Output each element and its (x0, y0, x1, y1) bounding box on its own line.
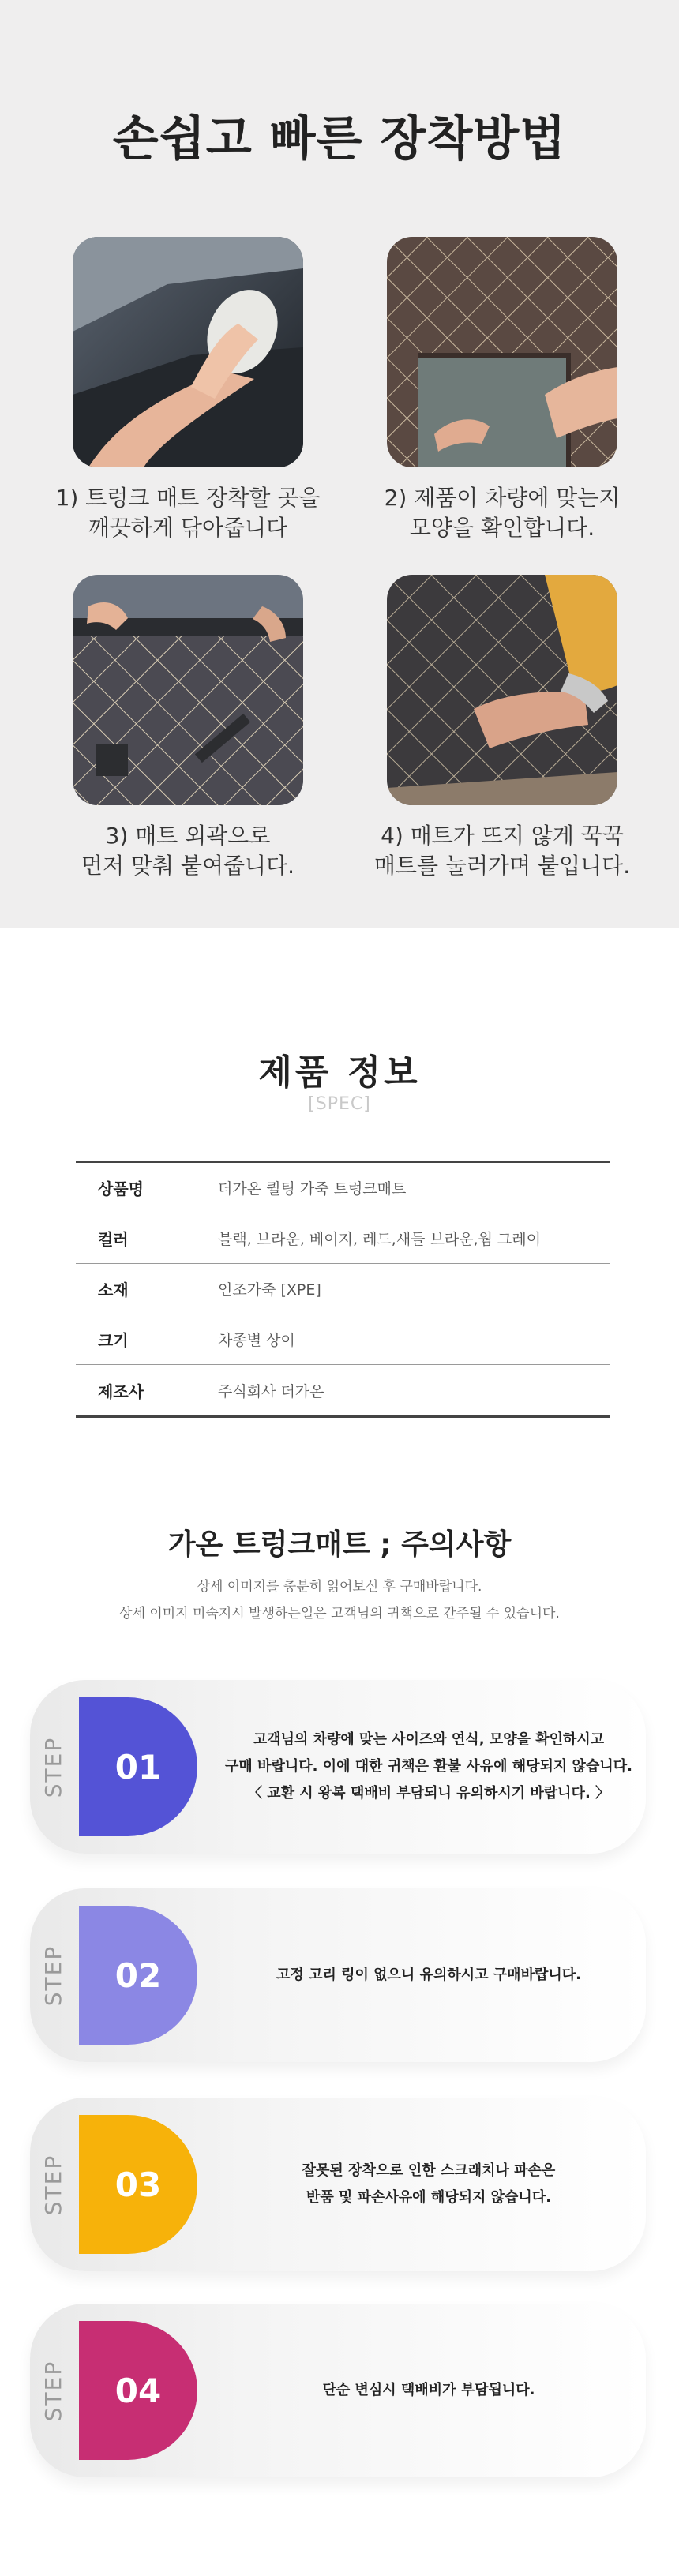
spec-row-size (76, 1314, 610, 1365)
caution-subtitle-line1: 상세 이미지를 충분히 읽어보신 후 구매바랍니다. (197, 1579, 482, 1595)
spec-row-product (76, 1163, 610, 1213)
pressing-mat-photo (387, 575, 617, 805)
caution-step-01 (30, 1680, 646, 1854)
caution-subtitle (0, 1573, 679, 1627)
step-number: 01 (114, 1747, 162, 1787)
step-label-text: STEP (40, 2360, 67, 2421)
install-caption-3-line1: 3) 매트 외곽으로 (105, 823, 271, 849)
step-number: 04 (114, 2371, 162, 2410)
checking-fit-photo (387, 237, 617, 467)
install-caption-2 (344, 483, 660, 543)
step-number: 03 (114, 2165, 162, 2204)
step-text-line: 단순 변심시 택배비가 부담됩니다. (322, 2382, 535, 2398)
step-badge (79, 1906, 197, 2045)
install-caption-3 (30, 821, 346, 881)
aligning-edge-photo (73, 575, 303, 805)
step-badge (79, 1697, 197, 1836)
step-badge (79, 2321, 197, 2460)
step-label-text: STEP (40, 1736, 67, 1798)
spec-key: 크기 (98, 1331, 129, 1350)
spec-value: 차종별 상이 (218, 1332, 295, 1349)
spec-row-manufacturer (76, 1365, 610, 1415)
caution-title: 가온 트렁크매트 ; 주의사항 (167, 1528, 512, 1561)
install-caption-2-line1: 2) 제품이 차량에 맞는지 (384, 485, 621, 511)
spec-value: 블랙, 브라운, 베이지, 레드,새들 브라운,웜 그레이 (218, 1231, 542, 1248)
step-text-line: 〈 교환 시 왕복 택배비 부담되니 유의하시기 바랍니다. 〉 (247, 1785, 610, 1802)
install-guide-section (0, 0, 679, 928)
caution-step-03 (30, 2098, 646, 2271)
wiping-trunk-photo (73, 237, 303, 467)
step-text-line: 반품 및 파손사유에 해당되지 않습니다. (306, 2189, 552, 2206)
step-label-text: STEP (40, 2154, 67, 2215)
caution-step-02 (30, 1888, 646, 2062)
spec-value: 인조가죽 [XPE] (218, 1281, 321, 1299)
step-label (30, 1680, 77, 1854)
install-caption-4 (344, 821, 660, 881)
step-text-line: 고객님의 차량에 맞는 사이즈와 연식, 모양을 확인하시고 (253, 1731, 605, 1748)
install-caption-1-line1: 1) 트렁크 매트 장착할 곳을 (55, 485, 321, 511)
install-caption-1-line2: 깨끗하게 닦아줍니다 (88, 515, 288, 541)
step-text (212, 2304, 646, 2477)
step-text (212, 1680, 646, 1854)
caution-step-04 (30, 2304, 646, 2477)
step-label (30, 2098, 77, 2271)
spec-row-material (76, 1264, 610, 1314)
step-number: 02 (114, 1955, 162, 1995)
step-text-line: 구매 바랍니다. 이에 대한 귀책은 환불 사유에 해당되지 않습니다. (225, 1758, 632, 1775)
spec-key: 컬러 (98, 1230, 129, 1249)
spec-value: 더가온 퀼팅 가죽 트렁크매트 (218, 1180, 407, 1198)
install-photo-pressing (387, 575, 617, 805)
install-caption-2-line2: 모양을 확인합니다. (409, 515, 595, 541)
spec-key: 제조사 (98, 1382, 144, 1401)
step-text (212, 1888, 646, 2062)
spec-table (76, 1161, 610, 1418)
install-caption-3-line2: 먼저 맞춰 붙여줍니다. (81, 853, 295, 879)
spec-key: 상품명 (98, 1179, 144, 1198)
caution-subtitle-line2: 상세 이미지 미숙지시 발생하는일은 고객님의 귀책으로 간주될 수 있습니다. (119, 1606, 560, 1622)
step-text-line: 고정 고리 링이 없으니 유의하시고 구매바랍니다. (276, 1967, 581, 1983)
install-photo-checking (387, 237, 617, 467)
spec-subtitle: [SPEC] (308, 1094, 371, 1114)
install-photo-aligning (73, 575, 303, 805)
spec-row-color (76, 1213, 610, 1264)
step-text-line: 잘못된 장착으로 인한 스크래치나 파손은 (302, 2162, 556, 2179)
step-badge (79, 2115, 197, 2254)
spec-title: 제품 정보 (258, 1052, 421, 1093)
spec-key: 소재 (98, 1281, 129, 1299)
install-title: 손쉽고 빠른 장착방법 (112, 111, 567, 167)
install-caption-1 (30, 483, 346, 543)
step-label (30, 1888, 77, 2062)
step-label (30, 2304, 77, 2477)
install-caption-4-line2: 매트를 눌러가며 붙입니다. (373, 853, 631, 879)
install-caption-4-line1: 4) 매트가 뜨지 않게 꾹꾹 (381, 823, 624, 849)
step-label-text: STEP (40, 1944, 67, 2006)
install-photo-wiping (73, 237, 303, 467)
spec-value: 주식회사 더가온 (218, 1382, 324, 1400)
step-text (212, 2098, 646, 2271)
